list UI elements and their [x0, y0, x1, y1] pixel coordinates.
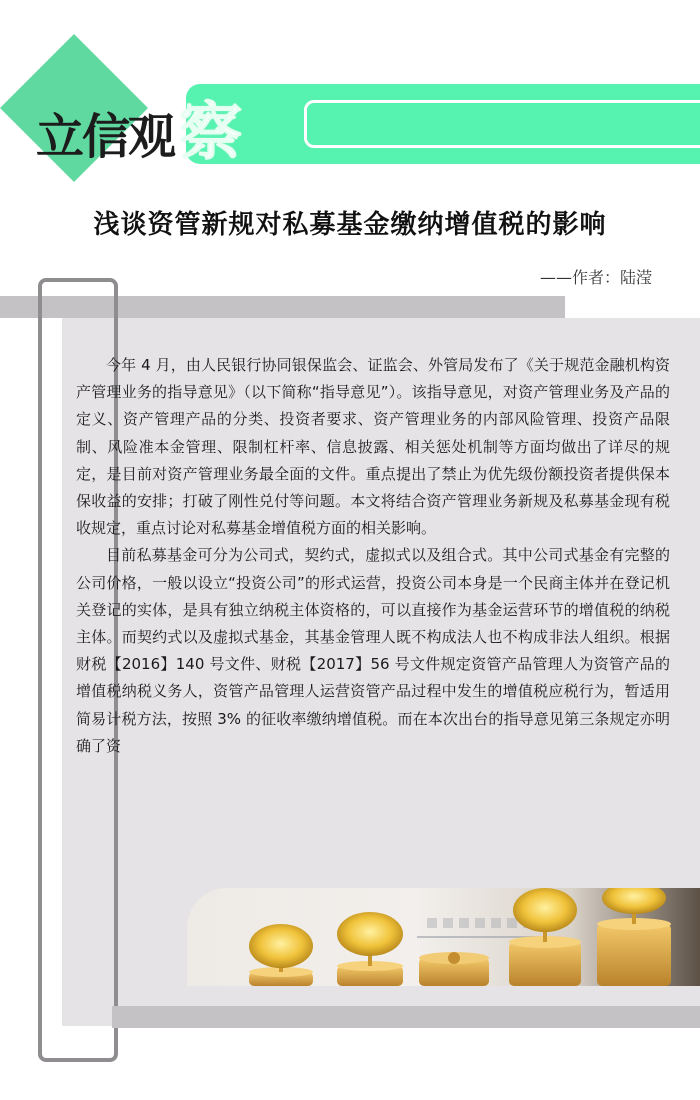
- logo-text: 立信观: [36, 109, 175, 165]
- article-body: [76, 352, 670, 760]
- coin-stacks-illustration: [187, 888, 700, 986]
- coin-stack-1: [249, 924, 313, 986]
- paragraph: 今年 4 月，由人民银行协同银保监会、证监会、外管局发布了《关于规范金融机构资产管理业务的指导意见》（以下简称“指导意见”）。该指导意见，对资产管理业务及产品的定义、资产管理产品的分类、投资者要求、资产管理业务的内部风险管理、投资产品限制、风险准本金管理、限制杠杆率、信息披露、相关惩处机制等方面均做出了详尽的规定，是目前对资产管理业务最全面的文件。重点提出了禁止为优先级份额投资者提供保本保收益的安排；打破了刚性兑付等问题。本文将结合资产管理业务新规及私募基金现有税收规定，重点讨论对私募基金增值税方面的相关影响。: [76, 356, 670, 538]
- coin-stack-4: [509, 888, 581, 986]
- coin-stack-2: [337, 912, 403, 986]
- logo-text-highlight: 察: [180, 95, 241, 168]
- coin-stack-3: [419, 952, 489, 986]
- bottom-divider-band: [112, 1006, 700, 1028]
- coins-growth-photo: [187, 888, 700, 986]
- column-logo: [36, 97, 240, 167]
- paragraph: 目前私募基金可分为公司式，契约式，虚拟式以及组合式。其中公司式基金有完整的公司价格，一般以设立“投资公司”的形式运营，投资公司本身是一个民商主体并在登记机关登记的实体，是具有独立纳税主体资格的，可以直接作为基金运营环节的增值税的纳税主体。而契约式以及虚拟式基金，其基金管理人既不构成法人也不构成非法人组织。根据财税【2016】140 号文件、财税【2017】56 号文件规定资管产品管理人为资管产品的增值税纳税义务人，资管产品管理人运营资管产品过程中发生的增值税应税行为，暂适用简易计税方法，按照 3% 的征收率缴纳增值税。而在本次出台的指导意见第三条规定亦明确了资: [76, 546, 670, 755]
- article-author: ——作者：陆滢: [539, 268, 652, 287]
- header-banner-frame: [304, 100, 700, 148]
- coin-stack-5: [597, 888, 671, 986]
- article-title: 浅谈资管新规对私募基金缴纳增值税的影响: [93, 210, 607, 240]
